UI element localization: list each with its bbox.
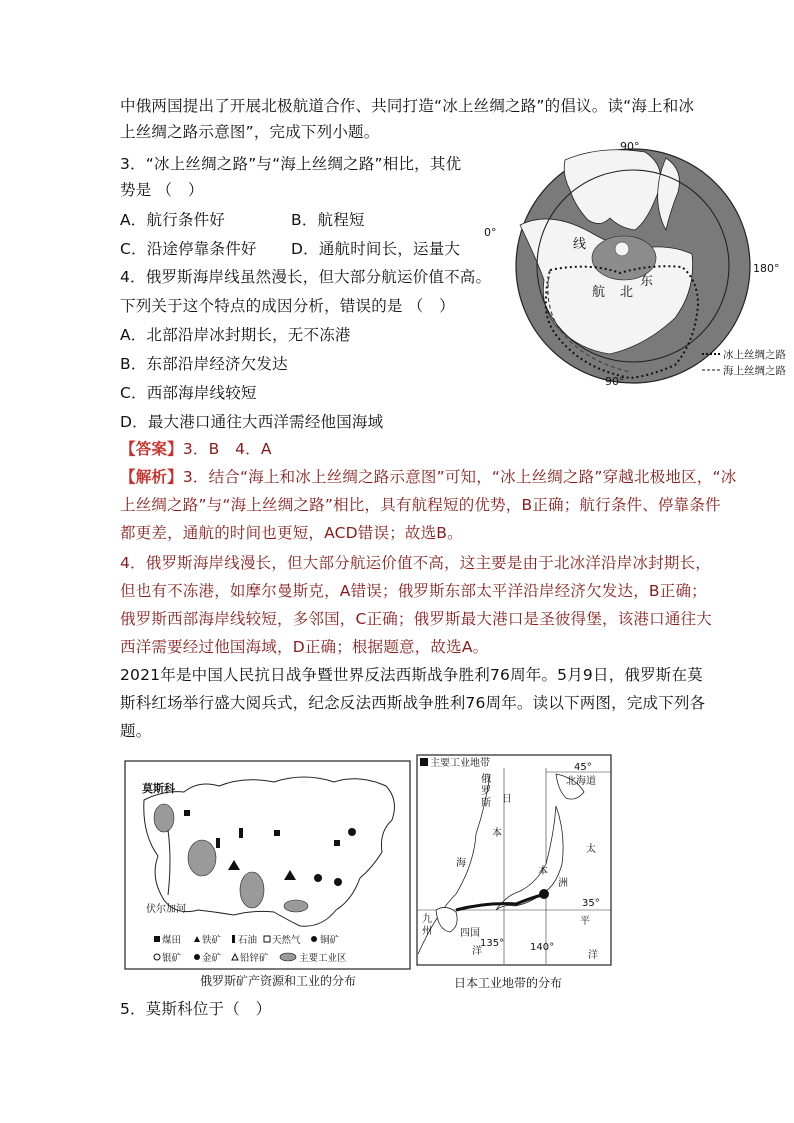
- q4-option-b: B．东部沿岸经济欠发达: [120, 355, 288, 373]
- q5-stem: 5．莫斯科位于（ ）: [120, 1000, 272, 1018]
- analysis-line-1: [120, 466, 736, 488]
- label-ben: 本: [492, 828, 502, 839]
- analysis-line-7: 西洋需要经过他国海域，D正确；根据题意，故选A。: [120, 638, 489, 656]
- volga-label: 伏尔加河: [146, 904, 186, 915]
- q3-option-c: C．沿途停靠条件好: [120, 240, 257, 258]
- polar-route-map: [470, 140, 792, 388]
- label-honshu-ben: 本: [538, 866, 548, 877]
- label-ri: 日: [502, 794, 512, 805]
- label-e: 俄: [481, 774, 491, 785]
- q3-option-a: A．航行条件好: [120, 211, 226, 229]
- label-yang: 洋: [472, 946, 482, 957]
- q3-option-d: D．通航时间长，运量大: [291, 240, 461, 258]
- industry-siberia: [240, 872, 264, 908]
- russia-resource-map: [124, 760, 411, 970]
- legend-iron: 铁矿: [202, 935, 222, 946]
- analysis-tag: 【解析】: [120, 468, 183, 486]
- legend-silver: 银矿: [162, 953, 182, 964]
- label-hai: 海: [456, 858, 466, 869]
- legend-gold: 金矿: [202, 953, 222, 964]
- label-hokkaido: 北海道: [566, 776, 596, 787]
- legend-coal: 煤田: [162, 935, 182, 946]
- q3-option-b: B．航程短: [291, 211, 365, 229]
- analysis-line-6: 俄罗斯西部海岸线较短，多邻国，C正确；俄罗斯最大港口是圣彼得堡，该港口通往大: [120, 610, 712, 628]
- q4-stem-2: 下列关于这个特点的成因分析，错误的是 （ ）: [120, 297, 455, 315]
- coal-symbol: [274, 830, 280, 836]
- q4-option-a: A．北部沿岸冰封期长，无不冻港: [120, 326, 351, 344]
- label-si: 斯: [481, 798, 491, 809]
- q3-stem-1: 3．“冰上丝绸之路”与“海上丝绸之路”相比，其优: [120, 155, 462, 173]
- legend-copper-symbol: [311, 936, 317, 942]
- polar-legend: [700, 345, 794, 379]
- legend-coal-symbol: [154, 936, 160, 942]
- route-char-1: 线: [573, 237, 587, 252]
- industrial-cluster: [539, 889, 549, 899]
- japan-legend-label: 主要工业地带: [430, 758, 490, 769]
- label-ping: 平: [580, 916, 590, 927]
- oil-symbol: [216, 838, 220, 848]
- analysis-text-1: 3．结合“海上和冰上丝绸之路示意图”可知，“冰上丝绸之路”穿越北极地区，“冰: [182, 468, 737, 486]
- gold-symbol: [314, 874, 322, 882]
- gold-symbol: [334, 878, 342, 886]
- analysis-line-2: 上丝绸之路”与“海上丝绸之路”相比，具有航程短的优势，B正确；航行条件、停靠条件: [120, 496, 721, 514]
- answer-tag: 【答案】: [120, 440, 183, 458]
- label-0-deg: 0°: [484, 226, 497, 239]
- route-char-3: 北: [620, 285, 634, 300]
- legend-gold-symbol: [194, 954, 200, 960]
- legend-copper: 铜矿: [320, 935, 340, 946]
- analysis-line-5: 但也有不冻港，如摩尔曼斯克，A错误；俄罗斯东部太平洋沿岸经济欠发达，B正确；: [120, 582, 707, 600]
- label-shikoku: 四国: [460, 928, 480, 939]
- intro2-line-2: 斯科红场举行盛大阅兵式，纪念反法西斯战争胜利76周年。读以下两图，完成下列各: [120, 694, 706, 712]
- q4-option-d: D．最大港口通往大西洋需经他国海域: [120, 413, 384, 431]
- legend-oil-symbol: [232, 935, 235, 943]
- legend-ice-label: 冰上丝绸之路: [723, 349, 786, 361]
- intro-line-2: 上丝绸之路示意图”，完成下列小题。: [120, 123, 380, 141]
- legend-sea-label: 海上丝绸之路: [723, 365, 786, 377]
- label-135: 135°: [480, 938, 505, 949]
- russia-map-caption: 俄罗斯矿产资源和工业的分布: [200, 974, 357, 988]
- legend-oil: 石油: [238, 935, 258, 946]
- japan-map-caption: 日本工业地带的分布: [454, 976, 563, 990]
- q3-stem-2: 势是 （ ）: [120, 181, 204, 199]
- intro-line-1: 中俄两国提出了开展北极航道合作、共同打造“冰上丝绸之路”的倡议。读“海上和冰: [120, 97, 695, 115]
- label-honshu-zhou: 洲: [558, 878, 568, 889]
- route-char-2: 航: [592, 285, 606, 300]
- legend-industry-symbol: [280, 953, 296, 961]
- japan-industry-map: [416, 754, 612, 966]
- label-90-top: 90°: [620, 140, 640, 153]
- legend-gas: 天然气: [272, 935, 301, 946]
- moscow-label: 莫斯科: [142, 782, 175, 795]
- label-45: 45°: [574, 762, 592, 773]
- legend-industry: 主要工业区: [299, 953, 347, 964]
- route-char-4: 东: [640, 274, 654, 289]
- copper-symbol: [348, 828, 356, 836]
- answer-line: [120, 438, 272, 460]
- label-yang-pacific: 洋: [588, 950, 598, 961]
- industry-baikal: [284, 900, 308, 912]
- coal-symbol: [334, 840, 340, 846]
- intro2-line-1: 2021年是中国人民抗日战争暨世界反法西斯战争胜利76周年。5月9日，俄罗斯在莫: [120, 666, 703, 684]
- analysis-line-3: 都更差，通航的时间也更短，ACD错误；故选B。: [120, 524, 463, 542]
- industry-moscow: [154, 804, 174, 832]
- legend-leadzinc: 铅锌矿: [240, 953, 269, 964]
- label-180-deg: 180°: [753, 262, 780, 275]
- q4-option-c: C．西部海岸线较短: [120, 384, 257, 402]
- arctic-island: [615, 242, 629, 256]
- label-tai: 太: [586, 844, 596, 855]
- oil-symbol: [239, 828, 243, 838]
- label-35: 35°: [582, 898, 600, 909]
- q4-stem-1: 4．俄罗斯海岸线虽然漫长，但大部分航运价值不高。: [120, 268, 492, 286]
- coal-symbol: [184, 810, 190, 816]
- japan-legend-symbol: [420, 758, 428, 766]
- label-140: 140°: [530, 942, 555, 953]
- label-90-bottom: 90°: [605, 375, 625, 388]
- intro2-line-3: 题。: [120, 722, 152, 740]
- answer-text: 3．B 4．A: [182, 440, 272, 458]
- analysis-line-4: 4．俄罗斯海岸线漫长，但大部分航运价值不高，这主要是由于北冰洋沿岸冰封期长，: [120, 554, 711, 572]
- label-jiu: 九: [422, 914, 432, 925]
- label-zhou: 州: [422, 926, 432, 937]
- label-luo: 罗: [481, 786, 491, 797]
- industry-ural: [188, 840, 216, 876]
